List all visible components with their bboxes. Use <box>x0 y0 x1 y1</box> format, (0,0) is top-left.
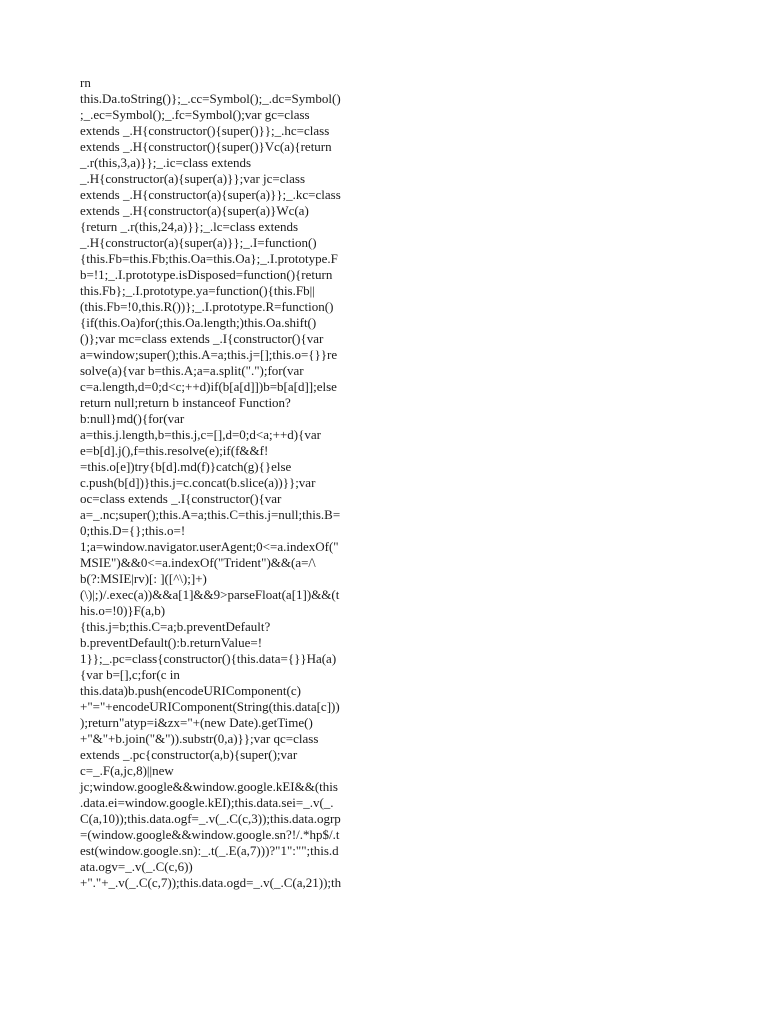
code-line: solve(a){var b=this.A;a=a.split(".");for(var <box>80 363 304 378</box>
code-line: e=b[d].j(),f=this.resolve(e);if(f&&f! <box>80 443 269 458</box>
code-line: extends _.H{constructor(a){super(a)}};_.kc=class <box>80 187 341 202</box>
code-line: b.preventDefault():b.returnValue=! <box>80 635 263 650</box>
code-line: C(a,10));this.data.ogf=_.v(_.C(c,3));this.data.ogrp <box>80 811 341 826</box>
code-line: a=window;super();this.A=a;this.j=[];this.o={}}re <box>80 347 338 362</box>
code-line: extends _.H{constructor(){super()}Vc(a){return <box>80 139 332 154</box>
code-line: {var b=[],c;for(c in <box>80 667 180 682</box>
code-line: 1}};_.pc=class{constructor(){this.data={}}Ha(a) <box>80 651 337 666</box>
code-line: ata.ogv=_.v(_.C(c,6)) <box>80 859 193 874</box>
code-line: oc=class extends _.I{constructor(){var <box>80 491 282 506</box>
code-line: a=_.nc;super();this.A=a;this.C=this.j=null;this.B= <box>80 507 341 522</box>
code-line: this.data)b.push(encodeURIComponent(c) <box>80 683 301 698</box>
code-line: rn <box>80 75 91 90</box>
code-line: ;_.ec=Symbol();_.fc=Symbol();var gc=class <box>80 107 310 122</box>
code-line: _.H{constructor(a){super(a)}};var jc=class <box>80 171 306 186</box>
code-line: );return"atyp=i&zx="+(new Date).getTime() <box>80 715 313 730</box>
code-line: b=!1;_.I.prototype.isDisposed=function(){return <box>80 267 333 282</box>
code-line: est(window.google.sn):_.t(_.E(a,7)))?"1":"";this.d <box>80 843 339 858</box>
code-line: b:null}md(){for(var <box>80 411 185 426</box>
code-line: 1;a=window.navigator.userAgent;0<=a.indexOf(" <box>80 539 339 554</box>
code-line: {return _.r(this,24,a)}};_.lc=class extends <box>80 219 299 234</box>
source-code-text <box>80 75 395 891</box>
code-line: MSIE")&&0<=a.indexOf("Trident")&&(a=/\ <box>80 555 316 570</box>
code-line: {this.j=b;this.C=a;b.preventDefault? <box>80 619 271 634</box>
code-line: .data.ei=window.google.kEI);this.data.sei=_.v(_. <box>80 795 334 810</box>
code-line: this.Fb};_.I.prototype.ya=function(){this.Fb|| <box>80 283 315 298</box>
code-line: c=a.length,d=0;d<c;++d)if(b[a[d]])b=b[a[d]];else <box>80 379 337 394</box>
code-line: extends _.H{constructor(){super()}};_.hc=class <box>80 123 330 138</box>
code-line: extends _.H{constructor(a){super(a)}Wc(a) <box>80 203 309 218</box>
code-line: =this.o[e])try{b[d].md(f)}catch(g){}else <box>80 459 292 474</box>
code-line: c.push(b[d])}this.j=c.concat(b.slice(a))}};var <box>80 475 316 490</box>
code-line: this.Da.toString()};_.cc=Symbol();_.dc=Symbol() <box>80 91 341 106</box>
code-line: jc;window.google&&window.google.kEI&&(this <box>80 779 338 794</box>
code-line: +"="+encodeURIComponent(String(this.data[c])) <box>80 699 340 714</box>
code-line: (this.Fb=!0,this.R())};_.I.prototype.R=function() <box>80 299 334 314</box>
code-line: c=_.F(a,jc,8)||new <box>80 763 174 778</box>
code-line: _.H{constructor(a){super(a)}};_.I=function() <box>80 235 317 250</box>
code-line: return null;return b instanceof Function? <box>80 395 291 410</box>
code-line: extends _.pc{constructor(a,b){super();var <box>80 747 298 762</box>
code-line: a=this.j.length,b=this.j,c=[],d=0;d<a;++d){var <box>80 427 321 442</box>
code-line: =(window.google&&window.google.sn?!/.*hp$/.t <box>80 827 340 842</box>
code-line: ()};var mc=class extends _.I{constructor(){var <box>80 331 324 346</box>
code-line: +"."+_.v(_.C(c,7));this.data.ogd=_.v(_.C(a,21));th <box>80 875 342 890</box>
code-line: _.r(this,3,a)}};_.ic=class extends <box>80 155 252 170</box>
code-line: (\)|;)/.exec(a))&&a[1]&&9>parseFloat(a[1])&&(t <box>80 587 340 602</box>
code-line: b(?:MSIE|rv)[: ]([^\);]+) <box>80 571 207 586</box>
code-line: {this.Fb=this.Fb;this.Oa=this.Oa};_.I.prototype.F <box>80 251 338 266</box>
code-line: +"&"+b.join("&")).substr(0,a)}};var qc=class <box>80 731 319 746</box>
code-line: his.o=!0)}F(a,b) <box>80 603 166 618</box>
code-line: 0;this.D={};this.o=! <box>80 523 186 538</box>
code-line: {if(this.Oa)for(;this.Oa.length;)this.Oa.shift() <box>80 315 317 330</box>
